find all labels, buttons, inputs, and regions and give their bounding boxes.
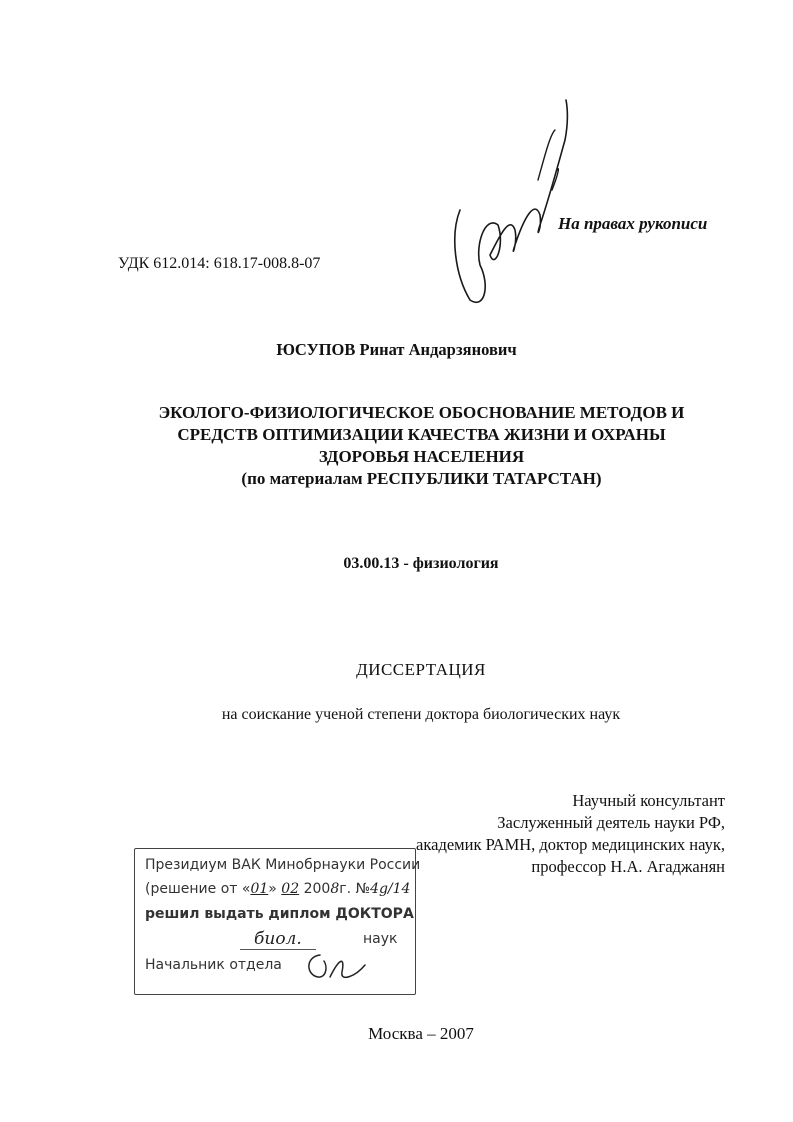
stamp-field-handwritten: [240, 929, 316, 949]
scientific-consultant: [416, 790, 725, 878]
place-and-year: Москва – 2007: [368, 1024, 474, 1043]
stamp-decision-prefix: (решение от «: [145, 881, 251, 897]
udk-code: УДК 612.014: 618.17-008.8-07: [118, 255, 321, 272]
stamp-date-month: 02: [281, 881, 300, 897]
stamp-decision-number: 4g/14: [370, 881, 411, 897]
stamp-decision-line: [145, 881, 410, 897]
consultant-line: Научный консультант: [572, 791, 725, 810]
title-line: (по материалам РЕСПУБЛИКИ ТАТАРСТАН): [241, 469, 602, 488]
author-surname: ЮСУПОВ: [276, 340, 356, 359]
stamp-signature: [300, 947, 380, 987]
stamp-award-line: решил выдать диплом ДОКТОРА: [145, 906, 414, 922]
title-line: ЭКОЛОГО-ФИЗИОЛОГИЧЕСКОЕ ОБОСНОВАНИЕ МЕТОДОВ И: [158, 403, 685, 422]
stamp-header: Президиум ВАК Минобрнауки России: [145, 857, 421, 873]
stamp-field: биол.: [240, 929, 316, 950]
vak-stamp: [134, 848, 421, 995]
consultant-line: профессор Н.А. Агаджанян: [531, 857, 725, 876]
stamp-date-year-hw: 8: [330, 881, 340, 897]
manuscript-rights-note: На правах рукописи: [558, 214, 708, 233]
stamp-chief-line: Начальник отдела: [145, 957, 282, 973]
stamp-field-suffix: наук: [363, 931, 398, 947]
author-given-names: Ринат Андарзянович: [359, 340, 517, 359]
stamp-date-day: 01: [250, 881, 269, 897]
specialty-code: 03.00.13 - физиология: [343, 555, 499, 572]
stamp-date-sep: »: [268, 881, 277, 897]
stamp-date-year-prefix: 200: [303, 881, 331, 897]
degree-statement: на соискание ученой степени доктора биологических наук: [221, 706, 621, 723]
handwritten-signature: [440, 95, 590, 320]
stamp-decision-mid: г. №: [339, 881, 371, 897]
author-name: [0, 340, 793, 360]
consultant-line: Заслуженный деятель науки РФ,: [497, 813, 725, 832]
document-type: ДИССЕРТАЦИЯ: [356, 660, 486, 679]
dissertation-title: [90, 402, 753, 490]
title-line: ЗДОРОВЬЯ НАСЕЛЕНИЯ: [318, 447, 525, 466]
consultant-line: академик РАМН, доктор медицинских наук,: [416, 835, 725, 854]
title-line: СРЕДСТВ ОПТИМИЗАЦИИ КАЧЕСТВА ЖИЗНИ И ОХРАНЫ: [177, 425, 666, 444]
